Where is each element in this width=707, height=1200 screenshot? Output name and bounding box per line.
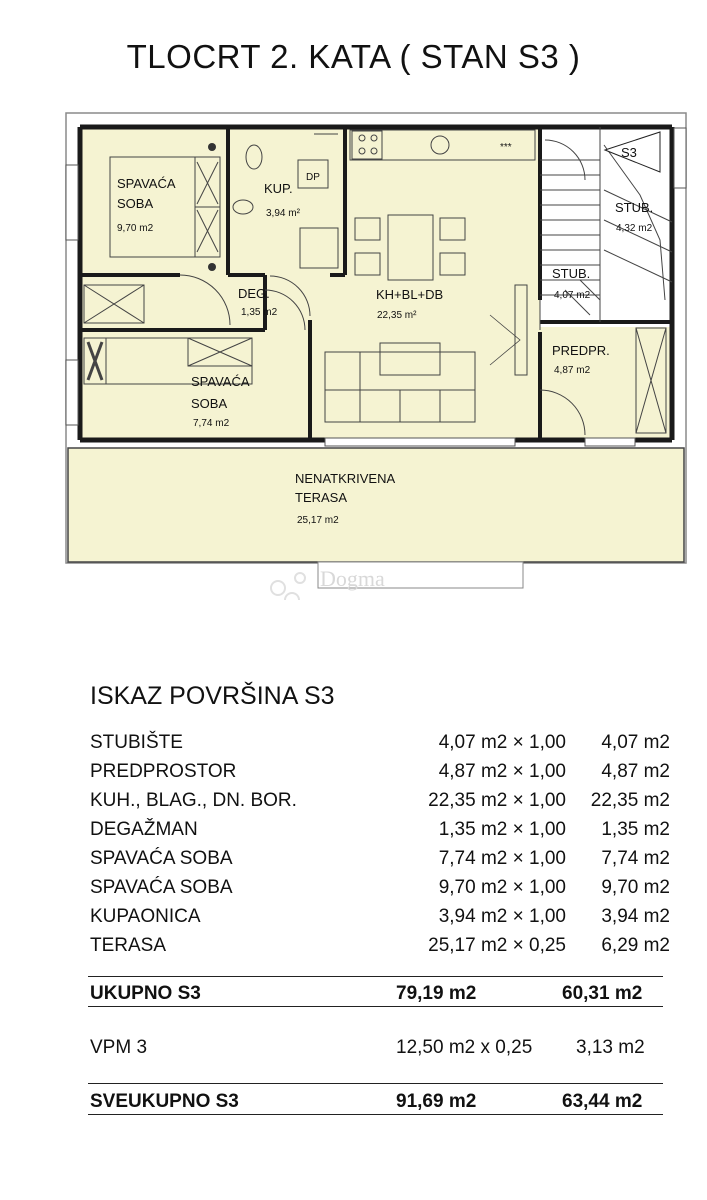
room-bath-area: 3,94 m² <box>266 208 300 219</box>
area-row-name: KUH., BLAG., DN. BOR. <box>90 789 297 811</box>
area-row-value: 1,35 m2 <box>601 818 670 840</box>
area-row-name: TERASA <box>90 934 167 956</box>
terrace <box>68 448 684 562</box>
room-stair2-area: 4,32 m2 <box>616 223 653 234</box>
area-row <box>90 873 670 902</box>
dp-label: DP <box>306 172 320 183</box>
room-bedroom2-name2: SOBA <box>191 396 228 411</box>
section-title: ISKAZ POVRŠINA S3 <box>90 682 335 710</box>
room-bedroom2-area: 7,74 m2 <box>193 418 230 429</box>
divider-1 <box>88 976 663 977</box>
area-row-value: 9,70 m2 <box>601 876 670 898</box>
divider-3 <box>88 1083 663 1084</box>
area-row-value: 3,94 m2 <box>601 905 670 927</box>
room-terrace-name: NENATKRIVENA <box>295 471 396 486</box>
lamp-2 <box>208 263 216 271</box>
area-row-calc: 9,70 m2 × 1,00 <box>438 876 566 898</box>
floor-plan <box>0 100 707 600</box>
grand-total-gross: 91,69 m2 <box>396 1091 477 1112</box>
area-row-calc: 22,35 m2 × 1,00 <box>428 789 566 811</box>
room-terrace-area: 25,17 m2 <box>297 515 339 526</box>
room-terrace-name2: TERASA <box>295 490 348 505</box>
area-row-value: 7,74 m2 <box>601 847 670 869</box>
area-row <box>90 931 670 960</box>
page-title: TLOCRT 2. KATA ( STAN S3 ) <box>126 38 581 75</box>
area-row-calc: 4,87 m2 × 1,00 <box>438 760 566 782</box>
watermark-text: Dogma <box>320 566 385 591</box>
area-row-calc: 3,94 m2 × 1,00 <box>438 905 566 927</box>
area-table <box>90 728 670 960</box>
area-row <box>90 786 670 815</box>
area-row-calc: 25,17 m2 × 0,25 <box>428 934 566 956</box>
vpm-calc: 12,50 m2 x 0,25 <box>396 1037 533 1058</box>
area-row <box>90 902 670 931</box>
room-stair1-area: 4,07 m2 <box>554 290 591 301</box>
area-row-value: 6,29 m2 <box>601 934 670 956</box>
area-row <box>90 844 670 873</box>
divider-4 <box>88 1114 663 1115</box>
total-name: UKUPNO S3 <box>90 983 201 1004</box>
vpm-value: 3,13 m2 <box>576 1037 645 1058</box>
area-row-value: 22,35 m2 <box>590 789 670 811</box>
area-row-name: SPAVAĆA SOBA <box>90 847 233 869</box>
stove-marks: *** <box>500 142 512 153</box>
room-hall-area: 1,35 m2 <box>241 307 278 318</box>
divider-2 <box>88 1006 663 1007</box>
area-row-name: SPAVAĆA SOBA <box>90 876 233 898</box>
lamp-1 <box>208 143 216 151</box>
room-bath-name: KUP. <box>264 181 293 196</box>
area-row-value: 4,07 m2 <box>601 731 670 753</box>
room-stair2-name: STUB. <box>615 200 654 215</box>
room-entry-area: 4,87 m2 <box>554 365 591 376</box>
room-living-name: KH+BL+DB <box>376 287 444 302</box>
unit-tag-label: S3 <box>621 145 637 160</box>
room-bedroom2-name: SPAVAĆA <box>191 374 250 389</box>
area-row-calc: 4,07 m2 × 1,00 <box>438 731 566 753</box>
room-hall-name: DEG. <box>238 286 270 301</box>
area-row-name: DEGAŽMAN <box>90 818 198 840</box>
total-gross: 79,19 m2 <box>396 983 477 1004</box>
area-row-calc: 7,74 m2 × 1,00 <box>438 847 566 869</box>
watermark <box>271 573 305 600</box>
area-row <box>90 728 670 757</box>
grand-total-net: 63,44 m2 <box>562 1091 643 1112</box>
area-row <box>90 815 670 844</box>
grand-total-name: SVEUKUPNO S3 <box>90 1091 239 1112</box>
area-row-calc: 1,35 m2 × 1,00 <box>438 818 566 840</box>
area-row <box>90 757 670 786</box>
total-net: 60,31 m2 <box>562 983 643 1004</box>
area-row-value: 4,87 m2 <box>601 760 670 782</box>
vpm-name: VPM 3 <box>90 1037 148 1058</box>
area-row-name: KUPAONICA <box>90 905 201 927</box>
room-entry-name: PREDPR. <box>552 343 610 358</box>
room-bedroom1-area: 9,70 m2 <box>117 223 154 234</box>
area-row-name: STUBIŠTE <box>90 731 183 753</box>
room-bedroom1-name2: SOBA <box>117 196 154 211</box>
room-living-area: 22,35 m² <box>377 310 417 321</box>
room-stair1-name: STUB. <box>552 266 591 281</box>
area-row-name: PREDPROSTOR <box>90 760 237 782</box>
room-bedroom1-name: SPAVAĆA <box>117 176 176 191</box>
